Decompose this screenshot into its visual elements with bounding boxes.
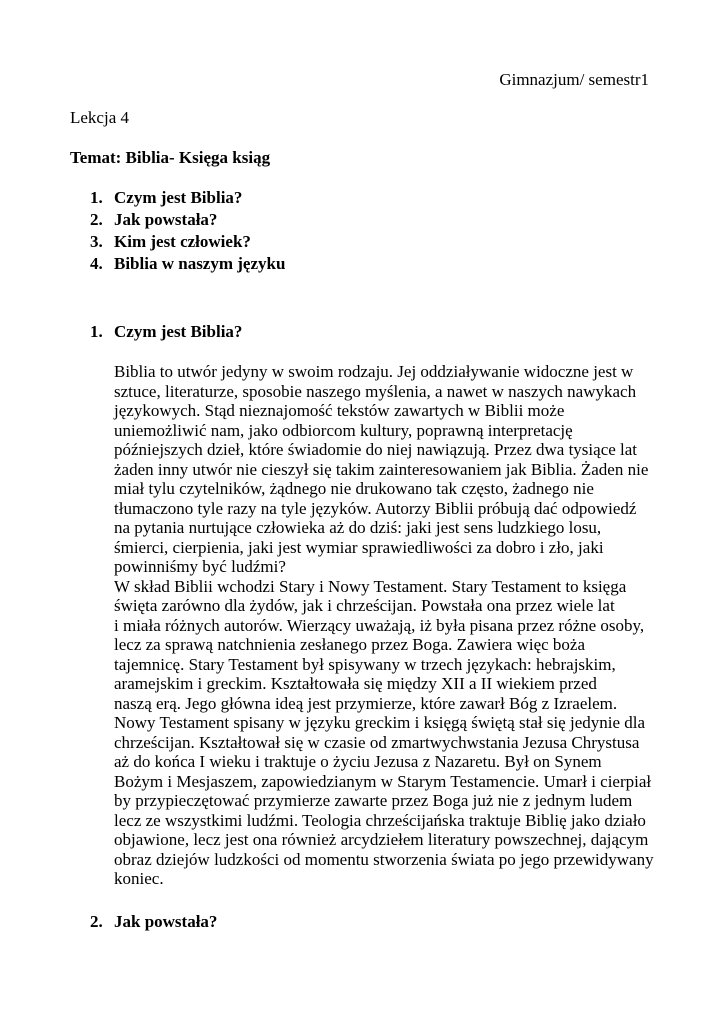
toc-item-label: Biblia w naszym języku [114,254,286,273]
body-line: uniemożliwić nam, jako odbiorcom kultury, poprawną interpretację [114,420,573,440]
body-line: śmierci, cierpienia, jaki jest wymiar sprawiedliwości za dobro i zło, jaki [114,537,604,557]
body-line: i miała różnych autorów. Wierzący uważają, iż była pisana przez różne osoby, [114,615,645,635]
body-line: naszą erą. Jego główna ideą jest przymierze, które zawarł Bóg z Izraelem. [114,693,618,713]
body-line: koniec. [114,869,164,888]
section-title: Jak powstała? [114,912,218,931]
body-line: święta zarówno dla żydów, jak i chrześcijan. Powstała ona przez wiele lat [114,596,615,615]
body-line: aramejskim i greckim. Kształtowała się między XII a II wiekiem przed [114,674,597,693]
toc-item [90,187,285,209]
document-header-right: Gimnazjum/ semestr1 [499,70,649,89]
body-line: lecz za sprawą natchnienia zesłanego przez Boga. Zawiera więc boża [114,635,586,654]
body-line: chrześcijan. Kształtował się w czasie od zmartwychwstania Jezusa Chrystusa [114,732,640,752]
body-line: tłumaczono tyle razy na tyle języków. Autorzy Biblii próbują dać odpowiedź [114,498,637,518]
toc-item-number: 3. [90,232,103,251]
toc-item [90,253,285,275]
body-line: lecz ze wszystkimi ludźmi. Teologia chrześcijańska traktuje Biblię jako działo [114,810,646,830]
toc-item [90,231,285,253]
toc-item-label: Czym jest Biblia? [114,188,243,207]
section-body [114,362,674,889]
toc-item-number: 4. [90,254,103,273]
toc-item-label: Kim jest człowiek? [114,232,251,251]
toc-item [90,209,285,231]
section-heading [90,322,242,342]
topic-title: Temat: Biblia- Księga ksiąg [70,148,271,167]
body-line: W skład Biblii wchodzi Stary i Nowy Testament. Stary Testament to księga [114,576,627,596]
body-line: by przypieczętować przymierze zawarte przez Boga już nie z jednym ludem [114,791,633,810]
section-heading [90,912,217,932]
toc-item-number: 1. [90,188,103,207]
body-line: aż do końca I wieku i traktuje o życiu Jezusa z Nazaretu. Był on Synem [114,752,602,771]
body-line: językowych. Stąd nieznajomość tekstów zawartych w Biblii może [114,401,565,420]
body-line: na pytania nurtujące człowieka aż do dziś: jaki jest sens ludzkiego losu, [114,518,602,537]
body-line: późniejszych dzieł, które świadomie do niej nawiązują. Przez dwa tysiące lat [114,440,638,459]
body-line: żaden inny utwór nie cieszył się takim zainteresowaniem jak Biblia. Żaden nie [114,459,649,479]
body-line: Nowy Testament spisany w języku greckim i księgą świętą stał się jedynie dla [114,713,646,732]
toc-item-label: Jak powstała? [114,210,218,229]
lesson-label: Lekcja 4 [70,108,129,127]
section-number: 1. [90,322,103,341]
body-line: Biblia to utwór jedyny w swoim rodzaju. Jej oddziaływanie widoczne jest w [114,362,634,381]
body-line: objawione, lecz jest ona również arcydziełem literatury powszechnej, dającym [114,830,649,849]
body-line: powinniśmy być ludźmi? [114,557,286,576]
section-title: Czym jest Biblia? [114,322,243,341]
toc-item-number: 2. [90,210,103,229]
table-of-contents [90,187,285,275]
section-number: 2. [90,912,103,931]
body-line: sztuce, literaturze, sposobie naszego myślenia, a nawet w naszych nawykach [114,381,637,401]
body-line: tajemnicę. Stary Testament był spisywany w trzech językach: hebrajskim, [114,654,616,674]
body-line: Bożym i Mesjaszem, zapowiedzianym w Starym Testamencie. Umarł i cierpiał [114,771,652,791]
body-line: obraz dziejów ludzkości od momentu stworzenia świata po jego przewidywany [114,849,654,869]
body-line: miał tylu czytelników, żądnego nie drukowano tak często, żadnego nie [114,479,594,498]
